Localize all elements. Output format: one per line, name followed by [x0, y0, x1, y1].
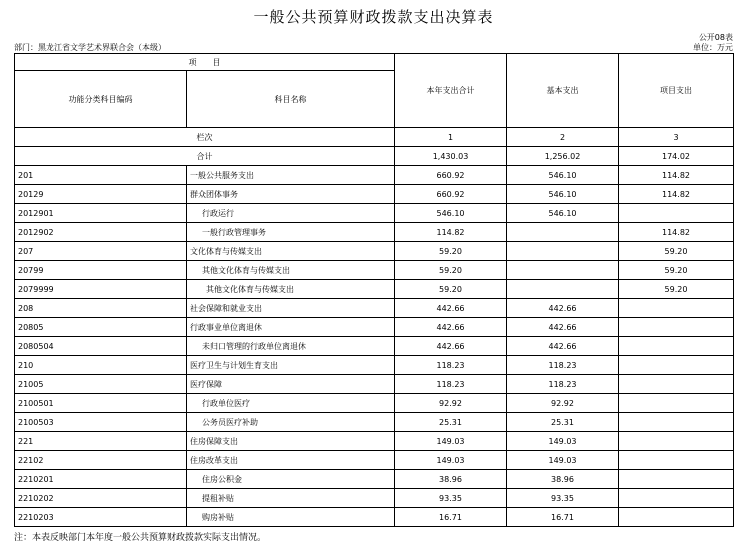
func-code-cell: 221: [15, 432, 187, 451]
basic-cell: [507, 223, 619, 242]
project-cell: 114.82: [619, 185, 734, 204]
subject-name-cell: 购房补贴: [187, 508, 395, 527]
func-code-cell: 2012902: [15, 223, 187, 242]
total-cell: 93.35: [395, 489, 507, 508]
total-cell: 442.66: [395, 337, 507, 356]
func-code-cell: 208: [15, 299, 187, 318]
subject-name-cell: 公务员医疗补助: [187, 413, 395, 432]
total-cell: 442.66: [395, 299, 507, 318]
func-code-cell: 210: [15, 356, 187, 375]
subject-name-cell: 医疗保障: [187, 375, 395, 394]
department-label: 部门：黑龙江省文学艺术界联合会（本级）: [14, 43, 166, 52]
summary-project: 174.02: [619, 147, 734, 166]
column-number: 2: [507, 128, 619, 147]
func-code-cell: 2100503: [15, 413, 187, 432]
basic-cell: 546.10: [507, 204, 619, 223]
func-code-cell: 22102: [15, 451, 187, 470]
total-cell: 442.66: [395, 318, 507, 337]
basic-cell: 149.03: [507, 432, 619, 451]
basic-cell: 38.96: [507, 470, 619, 489]
total-cell: 149.03: [395, 432, 507, 451]
table-row: [15, 242, 734, 261]
table-row: [15, 166, 734, 185]
basic-cell: 118.23: [507, 375, 619, 394]
total-cell: 118.23: [395, 356, 507, 375]
subject-name-cell: 未归口管理的行政单位离退休: [187, 337, 395, 356]
project-cell: [619, 413, 734, 432]
project-cell: [619, 204, 734, 223]
total-cell: 660.92: [395, 166, 507, 185]
subject-name-cell: 其他文化体育与传媒支出: [187, 280, 395, 299]
header-row-item: [15, 54, 734, 71]
basic-cell: 16.71: [507, 508, 619, 527]
table-row: [15, 432, 734, 451]
table-row: [15, 318, 734, 337]
table-row: [15, 223, 734, 242]
total-cell: 660.92: [395, 185, 507, 204]
table-row: [15, 337, 734, 356]
func-code-cell: 2210203: [15, 508, 187, 527]
project-cell: 59.20: [619, 242, 734, 261]
summary-row: [15, 147, 734, 166]
basic-cell: [507, 242, 619, 261]
func-code-cell: 2012901: [15, 204, 187, 223]
table-row: [15, 413, 734, 432]
header-project: 项目支出: [619, 54, 734, 128]
project-cell: [619, 299, 734, 318]
subject-name-cell: 行政事业单位离退休: [187, 318, 395, 337]
table-row: [15, 375, 734, 394]
table-row: [15, 470, 734, 489]
subject-name-cell: 提租补贴: [187, 489, 395, 508]
subject-name-cell: 行政运行: [187, 204, 395, 223]
basic-cell: 442.66: [507, 318, 619, 337]
table-row: [15, 204, 734, 223]
project-cell: [619, 375, 734, 394]
total-cell: 118.23: [395, 375, 507, 394]
basic-cell: 92.92: [507, 394, 619, 413]
subject-name-cell: 一般行政管理事务: [187, 223, 395, 242]
basic-cell: 442.66: [507, 337, 619, 356]
func-code-cell: 201: [15, 166, 187, 185]
subject-name-cell: 行政单位医疗: [187, 394, 395, 413]
func-code-cell: 20129: [15, 185, 187, 204]
basic-cell: [507, 261, 619, 280]
basic-cell: 546.10: [507, 185, 619, 204]
func-code-cell: 207: [15, 242, 187, 261]
total-cell: 25.31: [395, 413, 507, 432]
table-row: [15, 299, 734, 318]
project-cell: [619, 356, 734, 375]
project-cell: [619, 337, 734, 356]
project-cell: [619, 394, 734, 413]
total-cell: 38.96: [395, 470, 507, 489]
total-cell: 149.03: [395, 451, 507, 470]
header-func-code: 功能分类科目编码: [15, 71, 187, 128]
header-total: 本年支出合计: [395, 54, 507, 128]
project-cell: [619, 508, 734, 527]
summary-label: 合计: [15, 147, 395, 166]
func-code-cell: 2210202: [15, 489, 187, 508]
subject-name-cell: 住房改革支出: [187, 451, 395, 470]
basic-cell: 93.35: [507, 489, 619, 508]
total-cell: 114.82: [395, 223, 507, 242]
table-row: [15, 489, 734, 508]
column-label: 栏次: [15, 128, 395, 147]
project-cell: [619, 489, 734, 508]
basic-cell: 118.23: [507, 356, 619, 375]
project-cell: 59.20: [619, 280, 734, 299]
unit-label: 单位：万元: [693, 43, 733, 52]
header-subject-name: 科目名称: [187, 71, 395, 128]
table-row: [15, 185, 734, 204]
expenditure-table: [14, 53, 734, 527]
footnote: 注：本表反映部门本年度一般公共预算财政拨款实际支出情况。: [14, 533, 267, 543]
column-number-row: [15, 128, 734, 147]
basic-cell: 25.31: [507, 413, 619, 432]
summary-total: 1,430.03: [395, 147, 507, 166]
project-cell: [619, 470, 734, 489]
summary-basic: 1,256.02: [507, 147, 619, 166]
subject-name-cell: 住房公积金: [187, 470, 395, 489]
table-row: [15, 356, 734, 375]
basic-cell: 442.66: [507, 299, 619, 318]
total-cell: 92.92: [395, 394, 507, 413]
subject-name-cell: 其他文化体育与传媒支出: [187, 261, 395, 280]
project-cell: 114.82: [619, 223, 734, 242]
func-code-cell: 20799: [15, 261, 187, 280]
header-item: 项 目: [15, 54, 395, 71]
total-cell: 59.20: [395, 261, 507, 280]
table-row: [15, 261, 734, 280]
project-cell: [619, 451, 734, 470]
total-cell: 59.20: [395, 280, 507, 299]
page-title: 一般公共预算财政拨款支出决算表: [253, 8, 494, 26]
basic-cell: [507, 280, 619, 299]
subject-name-cell: 住房保障支出: [187, 432, 395, 451]
total-cell: 546.10: [395, 204, 507, 223]
table-row: [15, 451, 734, 470]
form-code: 公开08表: [698, 33, 733, 42]
project-cell: 59.20: [619, 261, 734, 280]
project-cell: 114.82: [619, 166, 734, 185]
basic-cell: 149.03: [507, 451, 619, 470]
subject-name-cell: 群众团体事务: [187, 185, 395, 204]
subject-name-cell: 文化体育与传媒支出: [187, 242, 395, 261]
subject-name-cell: 医疗卫生与计划生育支出: [187, 356, 395, 375]
func-code-cell: 2080504: [15, 337, 187, 356]
table-row: [15, 394, 734, 413]
column-number: 3: [619, 128, 734, 147]
project-cell: [619, 432, 734, 451]
project-cell: [619, 318, 734, 337]
subject-name-cell: 一般公共服务支出: [187, 166, 395, 185]
func-code-cell: 20805: [15, 318, 187, 337]
func-code-cell: 2100501: [15, 394, 187, 413]
func-code-cell: 2210201: [15, 470, 187, 489]
header-basic: 基本支出: [507, 54, 619, 128]
func-code-cell: 2079999: [15, 280, 187, 299]
func-code-cell: 21005: [15, 375, 187, 394]
table-row: [15, 508, 734, 527]
total-cell: 59.20: [395, 242, 507, 261]
subject-name-cell: 社会保障和就业支出: [187, 299, 395, 318]
basic-cell: 546.10: [507, 166, 619, 185]
column-number: 1: [395, 128, 507, 147]
total-cell: 16.71: [395, 508, 507, 527]
table-row: [15, 280, 734, 299]
